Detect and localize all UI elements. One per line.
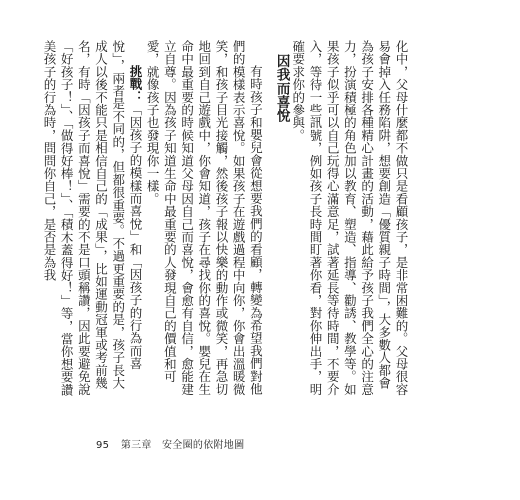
challenge-lead: 挑戰： <box>127 65 143 104</box>
page-footer <box>96 436 244 451</box>
section-heading: 因我而喜悅 <box>273 54 290 123</box>
intro-paragraph: 化中，父母什麼都不做只是看顧孩子，是非常困難的。父母很容易會掉入任務陷阱，想要創造「優質親子時間」，大多數人都會為孩子安排各種精心計畫的活動，藉此給予孩子我們全心的注意力，扮演積極的角色加以教育、塑造、指導、勸誘、教學等。如果孩子似乎可以自己玩得心滿意足，試著延長等待時間，不要介入，等待一些訊號，例如孩子長時間盯著你看，對你伸出手，明確要求你的參與。 <box>290 40 409 396</box>
running-footer-chapter: 第三章 安全圈的依附地圖 <box>120 440 245 451</box>
body-paragraph: 有時孩子和嬰兒會從想要我們的看顧，轉變為希望我們對他們的模樣表示喜悅。如果孩子在遊戲過程中向你，你會出溫暖微笑，和孩子目光接觸，然後孩子報以快樂的動作或微笑，再急切地回到自己遊戲中，你會知道，孩子在尋找你的喜悅。嬰兒在生命中最重要的時候知道父母因自己而喜悅，會愈有自信，愈能建立自尊。因為孩子知道生命中最重要的人發現自己的價值和可愛，就像孩子也發現你一樣。 <box>145 40 264 396</box>
challenge-paragraph <box>41 40 144 400</box>
vertical-text-body <box>41 40 410 400</box>
challenge-text: 「因孩子的模樣而喜悅」和「因孩子的行為而喜悅」，兩者是不同的，但都很重要。不過更重要的是，孩子長大成人以後不能只是相信自己的「成果」，比如運動冠軍或考前幾名，有時「因孩子而喜悅」需要的不是口頭稱讚，因此要避免說「好孩子！」、「做得好棒！」、「積木蓋得好！」等，當你想要讚美孩子的行為時，問問你自己，是否是為我 <box>41 40 143 396</box>
page-number: 95 <box>96 440 110 451</box>
